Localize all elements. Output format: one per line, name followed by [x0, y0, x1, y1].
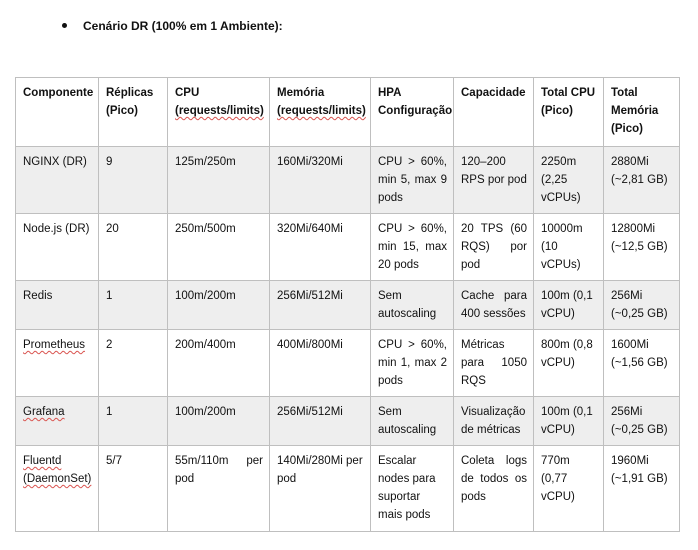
cell-total-memoria: 256Mi (~0,25 GB) [604, 281, 680, 330]
cell-capacidade: 120–200 RPS por pod [454, 147, 534, 214]
cell-total-memoria: 256Mi (~0,25 GB) [604, 397, 680, 446]
cell-capacidade: Visualização de métricas [454, 397, 534, 446]
table-row [16, 147, 680, 214]
cell-total-memoria: 12800Mi (~12,5 GB) [604, 214, 680, 281]
cell-capacidade: Cache para 400 sessões [454, 281, 534, 330]
cell-total-cpu: 770m (0,77 vCPU) [534, 446, 604, 532]
cell-cpu: 100m/200m [168, 281, 270, 330]
header-capacidade: Capacidade [454, 78, 534, 147]
cell-total-memoria: 1960Mi (~1,91 GB) [604, 446, 680, 532]
cell-cpu: 100m/200m [168, 397, 270, 446]
cell-memoria: 256Mi/512Mi [270, 397, 371, 446]
cell-componente: Redis [16, 281, 99, 330]
section-heading-text: Cenário DR (100% em 1 Ambiente): [83, 19, 283, 33]
cell-total-cpu: 10000m (10 vCPUs) [534, 214, 604, 281]
cell-hpa: Sem autoscaling [371, 397, 454, 446]
cell-componente: NGINX (DR) [16, 147, 99, 214]
cell-total-cpu: 2250m (2,25 vCPUs) [534, 147, 604, 214]
header-total-cpu: Total CPU (Pico) [534, 78, 604, 147]
header-replicas: Réplicas (Pico) [99, 78, 168, 147]
cell-capacidade: Métricas para 1050 RQS [454, 330, 534, 397]
cell-memoria: 320Mi/640Mi [270, 214, 371, 281]
cell-cpu: 55m/110m per pod [168, 446, 270, 532]
cell-total-cpu: 800m (0,8 vCPU) [534, 330, 604, 397]
cell-memoria: 140Mi/280Mi per pod [270, 446, 371, 532]
cell-replicas: 9 [99, 147, 168, 214]
table-row [16, 214, 680, 281]
cell-cpu: 125m/250m [168, 147, 270, 214]
cell-componente: Fluentd (DaemonSet) [16, 446, 99, 532]
cell-replicas: 5/7 [99, 446, 168, 532]
cell-replicas: 20 [99, 214, 168, 281]
cell-total-cpu: 100m (0,1 vCPU) [534, 281, 604, 330]
cell-componente: Prometheus [16, 330, 99, 397]
cell-memoria: 160Mi/320Mi [270, 147, 371, 214]
cell-capacidade: Coleta logs de todos os pods [454, 446, 534, 532]
cell-memoria: 256Mi/512Mi [270, 281, 371, 330]
table-row [16, 446, 680, 532]
header-hpa: HPA Configuração [371, 78, 454, 147]
cell-hpa: Escalar nodes para suportar mais pods [371, 446, 454, 532]
capacity-table [15, 77, 680, 532]
cell-capacidade: 20 TPS (60 RQS) por pod [454, 214, 534, 281]
cell-componente: Node.js (DR) [16, 214, 99, 281]
cell-cpu: 250m/500m [168, 214, 270, 281]
header-componente: Componente [16, 78, 99, 147]
cell-replicas: 2 [99, 330, 168, 397]
cell-replicas: 1 [99, 397, 168, 446]
cell-hpa: CPU > 60%, min 5, max 9 pods [371, 147, 454, 214]
header-memoria: Memória (requests/limits) [270, 78, 371, 147]
cell-hpa: Sem autoscaling [371, 281, 454, 330]
cell-hpa: CPU > 60%, min 1, max 2 pods [371, 330, 454, 397]
cell-cpu: 200m/400m [168, 330, 270, 397]
section-heading [62, 19, 283, 33]
cell-hpa: CPU > 60%, min 15, max 20 pods [371, 214, 454, 281]
bullet-icon [62, 23, 67, 28]
cell-total-memoria: 1600Mi (~1,56 GB) [604, 330, 680, 397]
table-row [16, 330, 680, 397]
cell-memoria: 400Mi/800Mi [270, 330, 371, 397]
table-row [16, 281, 680, 330]
header-cpu: CPU (requests/limits) [168, 78, 270, 147]
cell-componente: Grafana [16, 397, 99, 446]
table-header-row [16, 78, 680, 147]
cell-total-memoria: 2880Mi (~2,81 GB) [604, 147, 680, 214]
header-total-memoria: Total Memória (Pico) [604, 78, 680, 147]
cell-replicas: 1 [99, 281, 168, 330]
table-row [16, 397, 680, 446]
cell-total-cpu: 100m (0,1 vCPU) [534, 397, 604, 446]
